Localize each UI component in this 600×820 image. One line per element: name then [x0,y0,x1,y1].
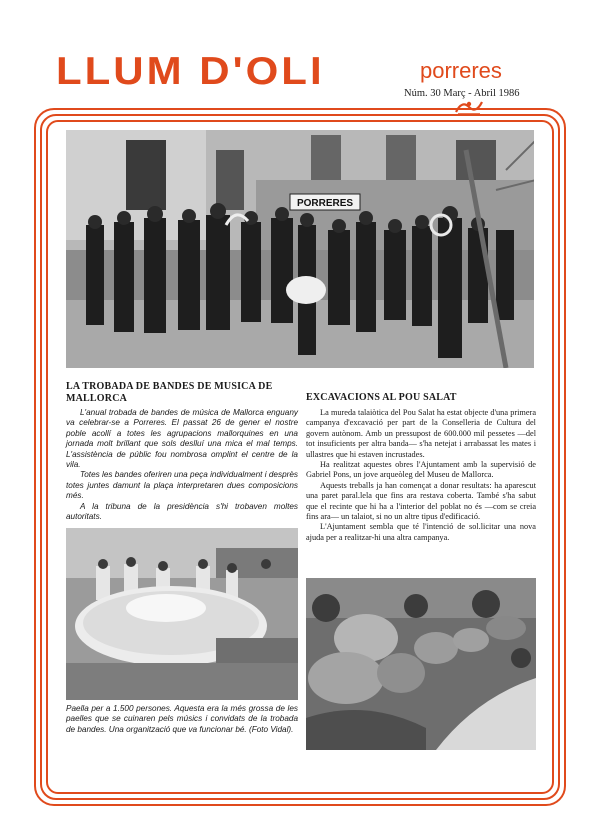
article-excavations [306,408,536,543]
paragraph: Aquests treballs ja han començat a donar resultats: ha aparescut una paret paral.lela que fins ara restava coberta. També s'ha sabut que el recinte que hi ha a l'interior del poblat no és —com se creia fins ara— un talaiot, si no un altre tipus d'edificació. [306,480,536,522]
paragraph: Totes les bandes oferiren una peça individualment i desprès totes juntes damunt la plaça interpretaren dues composicions més. [66,470,298,501]
band-parade-photo [66,130,534,368]
paragraph: La mureda talaiòtica del Pou Salat ha estat objecte d'una primera campanya d'excavació per part de la Conselleria de Cultura del govern autònom. Amb un pressupost de 600.000 mil pessetes —del tot insuficients per altra banda— s'ha netejat i arrabassat les mates i ullastres que hi estaven incrustades. [306,408,536,459]
paragraph: Ha realitzat aquestes obres l'Ajuntament amb la supervisió de Gabriel Pons, un jove arqueòleg del Museu de Mallorca. [306,460,536,480]
ruins-photo [306,578,536,750]
band-sign-text: PORRERES [296,198,354,209]
paragraph: L'anual trobada de bandes de música de Mallorca enguany va celebrar-se a Porreres. El passat 26 de gener el nostre poble acollí a totes les agrupacions mallorquines en una jornada molt brillant que sols deslluí una mica el mal temps. L'assistència de públic fou nombrosa omplint el centre de la vila. [66,408,298,470]
paragraph: A la tribuna de la presidència s'hi trobaven moltes autoritats. [66,501,298,522]
headline-excavations: EXCAVACIONS AL POU SALAT [306,392,457,403]
paragraph: L'Ajuntament sembla que té l'intenció de sol.licitar una nova ajuda per a realitzar-hi una altra campanya. [306,522,536,542]
masthead-town: porreres [420,58,502,83]
article-band-meeting [66,408,298,522]
issue-info: Núm. 30 Març - Abril 1986 [404,88,520,99]
masthead-title: LLUM D'OLI [56,49,325,93]
headline-band-meeting: LA TROBADA DE BANDES DE MUSICA DE MALLORCA [66,381,273,404]
paella-caption: Paella per a 1.500 persones. Aquesta era la més grossa de les paelles que se cuinaren pels músics i convidats de la trobada de bandes. Una organització que va funcionar bé. (Foto Vidal). [66,704,298,734]
paella-photo [66,528,298,700]
